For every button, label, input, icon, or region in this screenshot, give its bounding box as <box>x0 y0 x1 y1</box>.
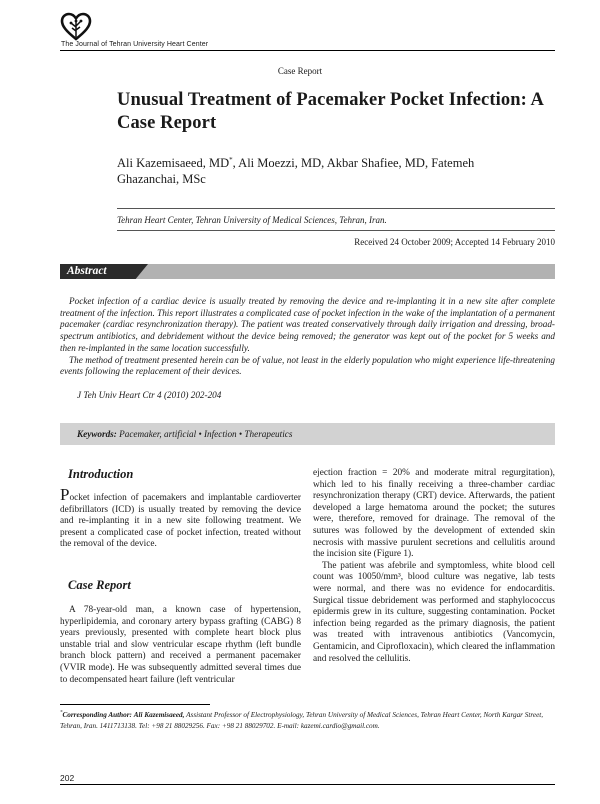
section-heading-case-report: Case Report <box>68 578 131 592</box>
heart-tree-logo-icon <box>60 12 92 42</box>
footnote-text: Assistant Professor of Electrophysiology, Tehran University of Medical Sciences, Tehran Heart Center, North Kargar Street, Tehran, Iran. 1411713138. Tel: +98 21 88029256. Fax: +98 21 88029702. E-mail: kazemi.cardio@gmail.com. <box>60 711 544 730</box>
page-footer-rule <box>60 784 555 785</box>
journal-citation: J Teh Univ Heart Ctr 4 (2010) 202-204 <box>77 390 222 400</box>
author-first: Ali Kazemisaeed, MD <box>117 156 230 170</box>
case-report-body: A 78-year-old man, a known case of hypertension, hyperlipidemia, and coronary artery bypass grafting (CABG) 8 years previously, presented with complete heart block plus unstable trial and slow ventricular escape rhythm (left bundle branch block pattern) and received a permanent pacemaker (VVIR mode). He was subsequently admitted several times due to decompensated heart failure (left ventricular <box>60 605 301 685</box>
corresponding-author-mark: * <box>229 155 233 164</box>
corresponding-author-footnote <box>60 710 555 732</box>
introduction-body <box>60 485 301 551</box>
received-dates: Received 24 October 2009; Accepted 14 February 2010 <box>354 237 555 247</box>
introduction-text: ocket infection of pacemakers and implantable cardioverter defibrillators (ICD) is usually treated by removing the device and re-implanting it in a new site following treatment. We present a complicated case of pocket infection, treated without the removal of the device. <box>60 493 301 550</box>
affiliation-rule-top <box>117 208 555 209</box>
keywords-list: Pacemaker, artificial • Infection • Therapeutics <box>119 429 293 439</box>
author-list <box>117 155 517 187</box>
abstract-body <box>60 296 555 378</box>
section-heading-introduction: Introduction <box>68 467 134 481</box>
journal-name: The Journal of Tehran University Heart Center <box>61 41 209 48</box>
right-column-body <box>313 468 555 665</box>
affiliation: Tehran Heart Center, Tehran University of Medical Sciences, Tehran, Iran. <box>117 215 387 225</box>
page-number: 202 <box>60 773 75 783</box>
keywords-label: Keywords: <box>77 429 117 439</box>
footnote-divider <box>60 704 210 705</box>
abstract-heading: Abstract <box>67 265 107 277</box>
header-divider <box>60 50 555 51</box>
footnote-mark: * <box>60 710 63 716</box>
document-type: Case Report <box>277 66 323 76</box>
body-paragraph: ejection fraction = 20% and moderate mitral regurgitation), which led to his finally receiving a three-chamber cardiac resynchronization therapy (CRT) device. Afterwards, the patient developed a large hematoma around the pocket; the sutures were, therefore, removed for drainage. The removal of the sutures was followed by the development of extended skin necrosis with massive purulent secretions and cellulitis around the incision site (Figure 1). <box>313 468 555 560</box>
footnote-author: Ali Kazemisaeed, <box>133 711 185 719</box>
authors-line-2: Ghazanchai, MSc <box>117 172 206 186</box>
abstract-paragraph: The method of treatment presented herein can be of value, not least in the elderly population who might experience life-threatening events following the replacement of their devices. <box>60 354 555 377</box>
article-title: Unusual Treatment of Pacemaker Pocket Infection: A Case Report <box>117 90 544 133</box>
affiliation-rule-bottom <box>117 230 555 231</box>
drop-cap: P <box>60 485 70 504</box>
body-paragraph: The patient was afebrile and symptomless, white blood cell count was 10050/mm³, blood culture was negative, lab tests were normal, and there was no evidence for endocarditis. Surgical tissue debridement was performed and staphylococcus epidermis grew in its culture, suggesting contamination. Pocket infection being regarded as the primary diagnosis, the patient was treated with intravenous antibiotics (Vancomycin, Gentamicin, and Ciprofloxacin), which cleared the inflammation and resolved the cellulitis. <box>313 560 555 664</box>
authors-rest: , Ali Moezzi, MD, Akbar Shafiee, MD, Fatemeh <box>232 156 475 170</box>
abstract-paragraph: Pocket infection of a cardiac device is usually treated by removing the device and re-implanting it in a new site after complete treatment of the infection. This report illustrates a complicated case of pocket infection in the wake of the implantation of a permanent pacemaker (cardiac resynchronization therapy). The patient was treated conservatively through daily irrigation and dressing, broad-spectrum antibiotics, and debridement without the device being removed; the generator was kept out of the pocket for 5 weeks and then re-implanted in the same location successfully. <box>60 296 555 353</box>
footnote-label: Corresponding Author: <box>62 711 132 719</box>
keywords <box>77 429 292 440</box>
